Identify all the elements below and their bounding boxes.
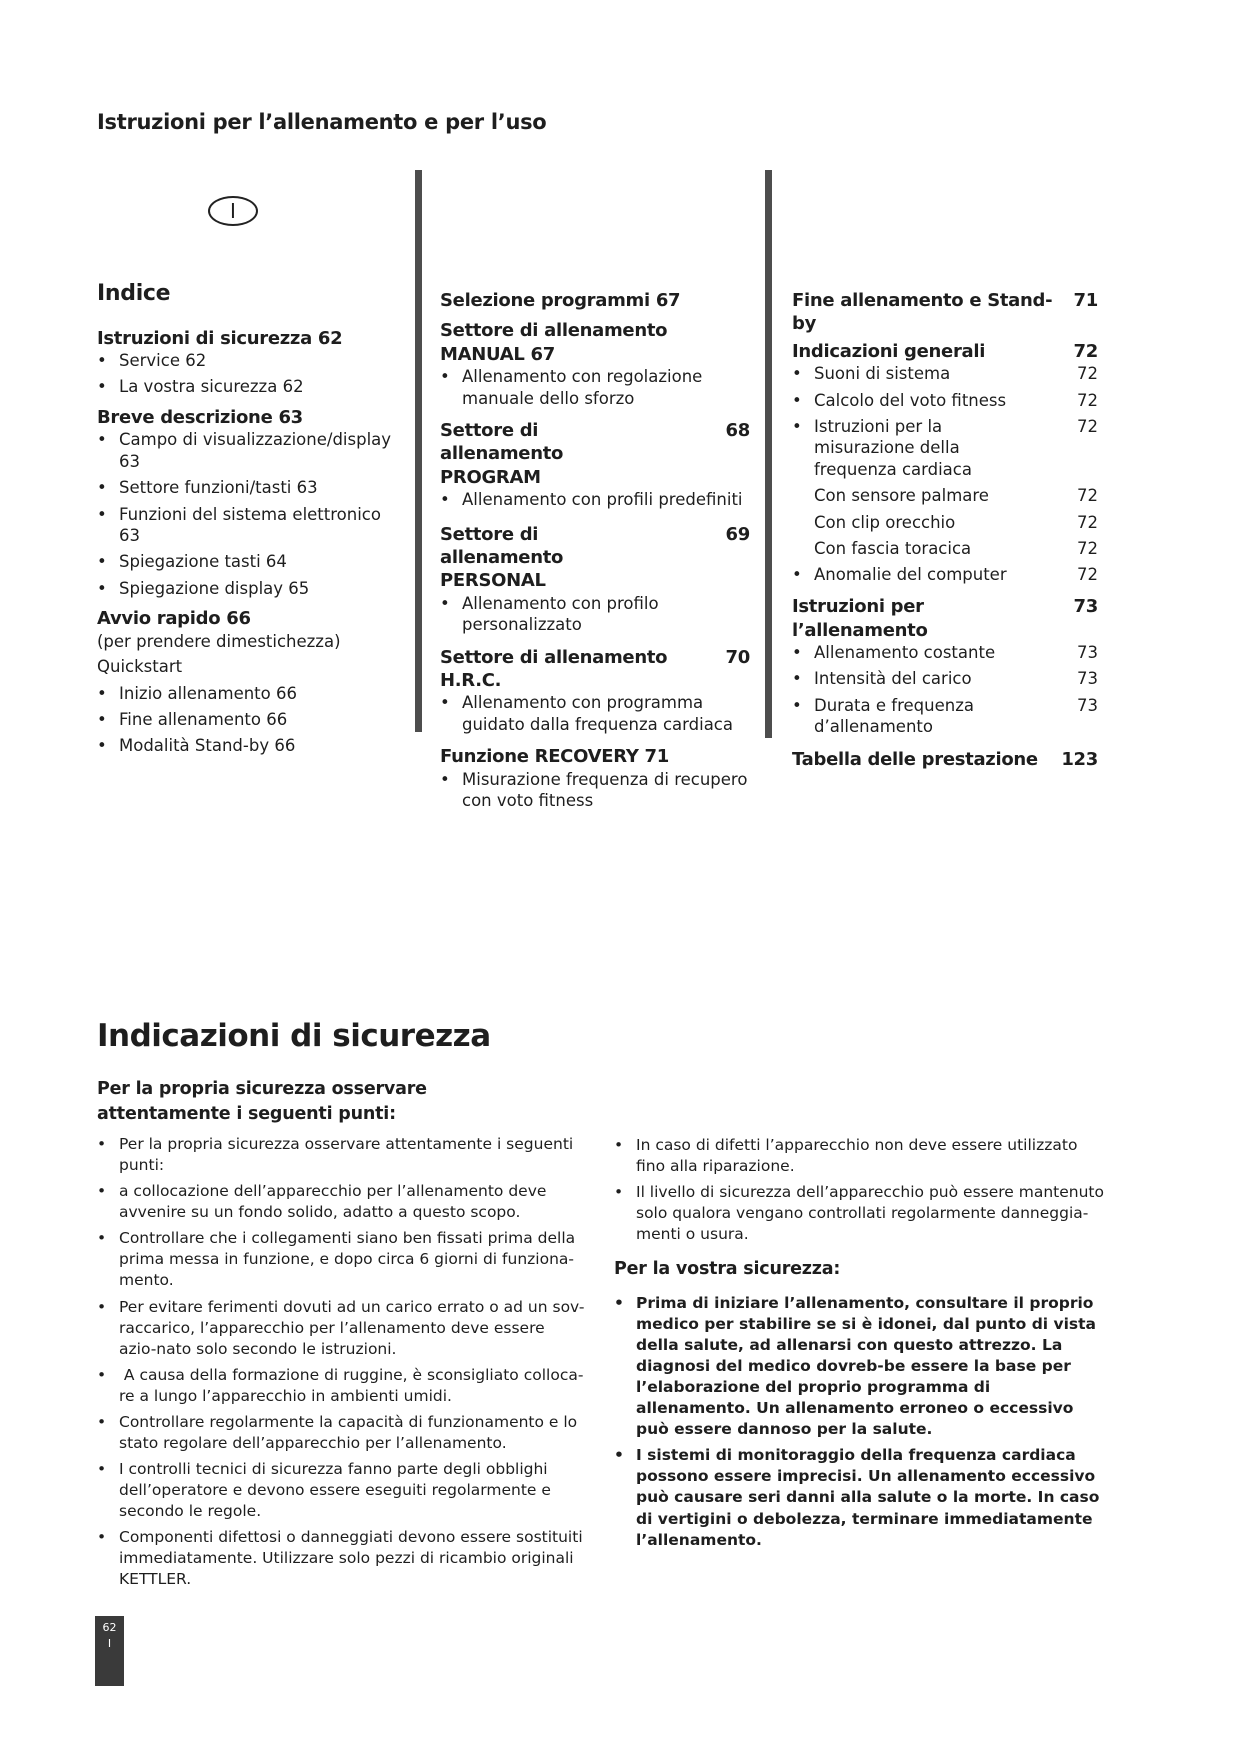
index-item: • Settore funzioni/tasti 63 bbox=[97, 477, 402, 498]
index-item: • Allenamento con profili predefiniti bbox=[440, 489, 750, 510]
index-section-title: Settore di allenamento H.R.C. bbox=[440, 646, 668, 692]
index-item: • Modalità Stand-by 66 bbox=[97, 735, 402, 756]
index-section-title: Funzione RECOVERY 71 bbox=[440, 746, 669, 768]
safety-title: Indicazioni di sicurezza bbox=[97, 1018, 491, 1054]
index-page-number: 72 bbox=[1073, 340, 1098, 362]
index-section-title: Selezione programmi 67 bbox=[440, 290, 681, 311]
index-column-1 bbox=[97, 280, 402, 757]
index-section-title: Istruzioni per l’allenamento bbox=[792, 596, 928, 641]
index-page-number: 71 bbox=[1073, 290, 1098, 311]
index-page-number: 72 bbox=[1077, 512, 1098, 532]
index-item: • Intensità del carico bbox=[792, 668, 972, 689]
index-page-number: 72 bbox=[1077, 390, 1098, 410]
safety-warning-item: • I sistemi di monitoraggio della frequenza cardiaca possono essere imprecisi. Un allenamento eccessivo può causare seri danni alla salute o la morte. In caso di vertigini o debolezza, terminare immediatamente l’allenamento. bbox=[614, 1445, 1104, 1550]
index-page-number: 72 bbox=[1077, 539, 1098, 559]
index-item: • La vostra sicurezza 62 bbox=[97, 376, 402, 397]
safety-item: • a collocazione dell’apparecchio per l’allenamento deve avvenire su un fondo solido, adatto a questo scopo. bbox=[97, 1181, 585, 1223]
safety-right-column bbox=[614, 1135, 1104, 1551]
safety-warning-item: • Prima di iniziare l’allenamento, consultare il proprio medico per stabilire se si è idonei, dal punto di vista della salute, ad allenarsi con questo attrezzo. La diagnosi del medico dovreb-be essere la base per l’elaborazione del proprio programma di allenamento. Un allenamento erroneo o eccessivo può essere dannoso per la salute. bbox=[614, 1293, 1104, 1441]
index-section-title: Indicazioni generali bbox=[792, 340, 986, 362]
index-page-number: 123 bbox=[1061, 748, 1098, 770]
safety-item: • In caso di difetti l’apparecchio non deve essere utilizzato fino alla riparazione. bbox=[614, 1135, 1104, 1177]
index-section-title: Tabella delle prestazione bbox=[792, 748, 1038, 770]
index-item: • Misurazione frequenza di recupero con voto fitness bbox=[440, 769, 750, 812]
index-item: • Spiegazione tasti 64 bbox=[97, 551, 402, 572]
index-section-title: Avvio rapido 66 bbox=[97, 608, 251, 630]
language-badge: I bbox=[208, 196, 258, 226]
index-section-title: Istruzioni di sicurezza 62 bbox=[97, 327, 343, 349]
index-item: • Durata e frequenza d’allenamento bbox=[792, 695, 1014, 738]
index-section-title: Settore di allenamento MANUAL 67 bbox=[440, 320, 668, 365]
index-heading: Indice bbox=[97, 281, 171, 306]
index-page-number: 73 bbox=[1077, 669, 1098, 689]
index-page-number: 69 bbox=[725, 523, 750, 545]
index-page-number: 72 bbox=[1077, 564, 1098, 584]
index-item: • Service 62 bbox=[97, 350, 402, 371]
page-number-tab bbox=[95, 1616, 124, 1686]
column-divider-2 bbox=[765, 170, 772, 738]
index-item: • Anomalie del computer bbox=[792, 564, 1007, 585]
index-column-3 bbox=[792, 289, 1098, 771]
index-page-number: 70 bbox=[725, 646, 750, 668]
page-number: 62 bbox=[102, 1621, 117, 1634]
index-item: • Suoni di sistema bbox=[792, 363, 950, 384]
index-item: • Allenamento con programma guidato dalla frequenza cardiaca bbox=[440, 692, 750, 735]
index-note: (per prendere dimestichezza) bbox=[97, 631, 341, 651]
safety-item: • Controllare regolarmente la capacità di funzionamento e lo stato regolare dell’apparecchio per l’allenamento. bbox=[97, 1412, 585, 1454]
index-page-number: 72 bbox=[1077, 486, 1098, 506]
index-page-number: 72 bbox=[1077, 364, 1098, 384]
page-language: I bbox=[107, 1636, 112, 1650]
index-section-title: Fine allenamento e Stand-by bbox=[792, 290, 1053, 335]
index-item: • Inizio allenamento 66 bbox=[97, 683, 402, 704]
index-plain-item: Quickstart bbox=[97, 657, 183, 677]
index-item: • Spiegazione display 65 bbox=[97, 578, 402, 599]
index-item: • Funzioni del sistema elettronico 63 bbox=[97, 504, 402, 547]
safety-item: • Per evitare ferimenti dovuti ad un carico errato o ad un sov-raccarico, l’apparecchio per l’allenamento deve essere azio-nato solo secondo le istruzioni. bbox=[97, 1297, 585, 1360]
index-item: • Calcolo del voto fitness bbox=[792, 390, 1006, 411]
index-page-number: 73 bbox=[1073, 596, 1098, 618]
index-section-title: Settore di allenamento PROGRAM bbox=[440, 420, 564, 488]
index-column-2 bbox=[440, 289, 750, 812]
index-item: Con clip orecchio bbox=[814, 512, 956, 532]
safety-left-column bbox=[97, 1134, 585, 1591]
index-item: • Fine allenamento 66 bbox=[97, 709, 402, 730]
index-item: • Allenamento con regolazione manuale dello sforzo bbox=[440, 366, 750, 409]
safety-subtitle: Per la propria sicurezza osservare attentamente i seguenti punti: bbox=[97, 1079, 427, 1125]
safety-item: • Il livello di sicurezza dell’apparecchio può essere mantenuto solo qualora vengano controllati regolarmente danneggia-menti o usura. bbox=[614, 1182, 1104, 1245]
index-item: • Istruzioni per la misurazione della frequenza cardiaca bbox=[792, 416, 1044, 480]
index-page-number: 72 bbox=[1077, 417, 1098, 437]
index-page-number: 68 bbox=[725, 420, 750, 442]
index-item: • Allenamento con profilo personalizzato bbox=[440, 593, 750, 636]
column-divider-1 bbox=[415, 170, 422, 732]
page-title: Istruzioni per l’allenamento e per l’uso bbox=[97, 110, 547, 134]
safety-item: • I controlli tecnici di sicurezza fanno parte degli obblighi dell’operatore e devono essere eseguiti regolarmente e secondo le regole. bbox=[97, 1459, 585, 1522]
index-item: • Allenamento costante bbox=[792, 642, 995, 663]
index-item: Con fascia toracica bbox=[814, 539, 972, 559]
index-item: Con sensore palmare bbox=[814, 486, 989, 506]
index-section-title: Settore di allenamento PERSONAL bbox=[440, 523, 564, 592]
safety-item: • Per la propria sicurezza osservare attentamente i seguenti punti: bbox=[97, 1134, 585, 1176]
index-page-number: 73 bbox=[1077, 695, 1098, 715]
index-item: • Campo di visualizzazione/display 63 bbox=[97, 429, 402, 472]
safety-item: • Controllare che i collegamenti siano ben fissati prima della prima messa in funzione, e dopo circa 6 giorni di funziona-mento. bbox=[97, 1228, 585, 1291]
safety-item: • Componenti difettosi o danneggiati devono essere sostituiti immediatamente. Utilizzare solo pezzi di ricambio originali KETTLER. bbox=[97, 1527, 585, 1590]
index-section-title: Breve descrizione 63 bbox=[97, 406, 303, 428]
safety-item: • A causa della formazione di ruggine, è sconsigliato colloca-re a lungo l’apparecchio in ambienti umidi. bbox=[97, 1365, 585, 1407]
index-page-number: 73 bbox=[1077, 642, 1098, 662]
your-safety-heading: Per la vostra sicurezza: bbox=[614, 1259, 841, 1280]
